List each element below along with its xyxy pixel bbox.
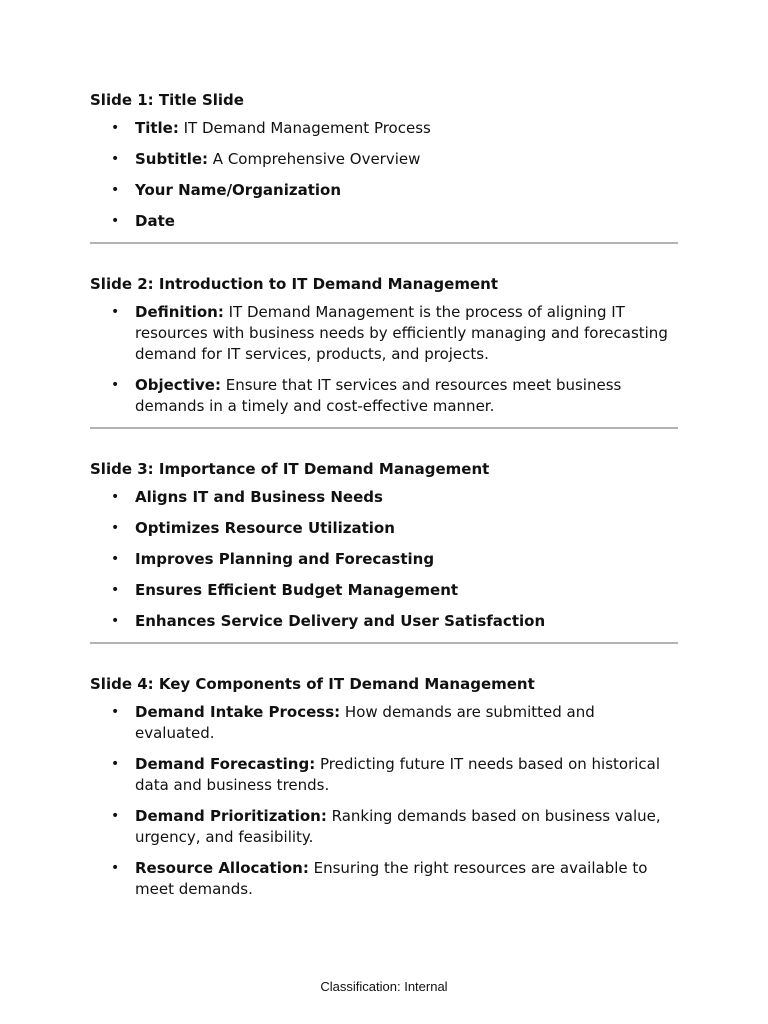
slide-section-4	[90, 673, 678, 900]
bullet-list	[90, 302, 678, 417]
section-heading: Slide 1: Title Slide	[90, 91, 244, 109]
list-item	[90, 149, 678, 170]
bullet-icon: •	[111, 520, 120, 536]
item-text: Ensuring the right resources are available to meet demands.	[135, 859, 648, 898]
list-item	[90, 487, 678, 508]
item-label: Ensures Efficient Budget Management	[135, 581, 459, 599]
list-item	[90, 754, 678, 796]
item-text: Ranking demands based on business value, urgency, and feasibility.	[135, 807, 661, 846]
list-item	[90, 858, 678, 900]
bullet-list	[90, 118, 678, 232]
list-item	[90, 375, 678, 417]
bullet-icon: •	[111, 151, 120, 167]
slide-section-2	[90, 273, 678, 417]
list-item	[90, 180, 678, 201]
slide-section-3	[90, 458, 678, 632]
list-item	[90, 118, 678, 139]
item-text: How demands are submitted and evaluated.	[135, 703, 595, 742]
bullet-icon: •	[111, 120, 120, 136]
list-item	[90, 211, 678, 232]
bullet-icon: •	[111, 304, 120, 320]
list-item	[90, 806, 678, 848]
item-text: IT Demand Management is the process of aligning IT resources with business needs by efficiently managing and forecasting demand for IT services, products, and projects.	[135, 303, 668, 363]
item-text: Predicting future IT needs based on historical data and business trends.	[135, 755, 661, 794]
section-divider	[90, 642, 678, 644]
item-label: Title:	[135, 119, 179, 137]
bullet-icon: •	[111, 756, 120, 772]
section-divider	[90, 242, 678, 244]
item-text: Ensure that IT services and resources meet business demands in a timely and cost-effective manner.	[135, 376, 622, 415]
item-label: Enhances Service Delivery and User Satisfaction	[135, 612, 546, 630]
bullet-icon: •	[111, 182, 120, 198]
bullet-list	[90, 702, 678, 900]
document-body	[90, 89, 678, 910]
bullet-list	[90, 487, 678, 632]
section-heading: Slide 2: Introduction to IT Demand Management	[90, 275, 498, 293]
section-heading: Slide 3: Importance of IT Demand Management	[90, 460, 490, 478]
item-label: Optimizes Resource Utilization	[135, 519, 395, 537]
slide-section-1	[90, 89, 678, 232]
item-label: Improves Planning and Forecasting	[135, 550, 435, 568]
bullet-icon: •	[111, 613, 120, 629]
item-label: Definition:	[135, 303, 224, 321]
bullet-icon: •	[111, 377, 120, 393]
bullet-icon: •	[111, 808, 120, 824]
list-item	[90, 518, 678, 539]
classification-footer: Classification: Internal	[320, 979, 448, 994]
bullet-icon: •	[111, 582, 120, 598]
bullet-icon: •	[111, 551, 120, 567]
item-label: Aligns IT and Business Needs	[135, 488, 383, 506]
item-label: Resource Allocation:	[135, 859, 309, 877]
list-item	[90, 611, 678, 632]
bullet-icon: •	[111, 213, 120, 229]
bullet-icon: •	[111, 704, 120, 720]
item-text: IT Demand Management Process	[178, 119, 431, 137]
item-text: A Comprehensive Overview	[208, 150, 421, 168]
section-heading: Slide 4: Key Components of IT Demand Management	[90, 675, 535, 693]
item-label: Demand Intake Process:	[135, 703, 341, 721]
section-divider	[90, 427, 678, 429]
bullet-icon: •	[111, 860, 120, 876]
item-label: Subtitle:	[135, 150, 209, 168]
item-label: Your Name/Organization	[135, 181, 342, 199]
item-label: Objective:	[135, 376, 221, 394]
list-item	[90, 702, 678, 744]
list-item	[90, 302, 678, 365]
bullet-icon: •	[111, 489, 120, 505]
list-item	[90, 549, 678, 570]
list-item	[90, 580, 678, 601]
item-label: Demand Forecasting:	[135, 755, 316, 773]
item-label: Demand Prioritization:	[135, 807, 327, 825]
item-label: Date	[135, 212, 175, 230]
